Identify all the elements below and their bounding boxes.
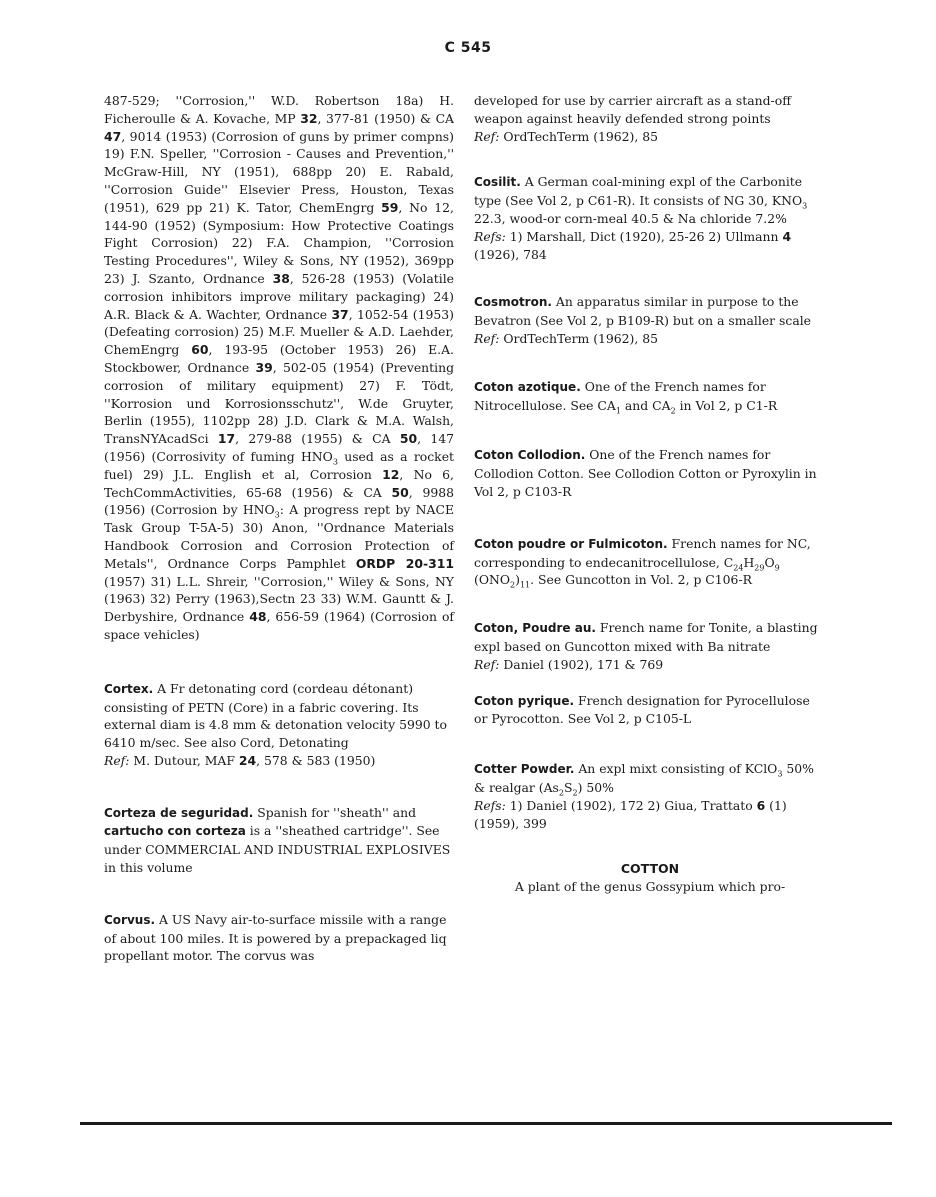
headword: Coton, Poudre au. bbox=[474, 621, 596, 636]
entry-coton-pyrique: Coton pyrique. French designation for Pyrocellulose or Pyrocotton. See Vol 2, p C105-L bbox=[474, 692, 810, 727]
entry-cosilit: Cosilit. A German coal-mining expl of the Carbonite type (See Vol 2, p C61-R). It consists of NG 30, $KNO_3$ 22.3, wood-or corn-meal 40.5 & Na chloride 7.2% Refs: 1) Marshall, Dict (1920), 25-26 2) Ullmann 4 (1926), 784 bbox=[474, 174, 808, 262]
headword: Cosilit. bbox=[474, 175, 521, 190]
headword: Coton poudre or Fulmicoton. bbox=[474, 536, 668, 551]
headword: Coton pyrique. bbox=[474, 693, 575, 708]
entry-cosmotron: Cosmotron. An apparatus similar in purpose to the Bevatron (See Vol 2, p B109-R) but on a smaller scale Ref: OrdTechTerm (1962), 85 bbox=[474, 294, 812, 346]
bibliography-continuation: 487-529; ''Corrosion,'' W.D. Robertson 18a) H. Ficheroulle & A. Kovache, MP 32, 377-81 (1950) & CA 47, 9014 (1953) (Corrosion of guns by primer compns) 19) F.N. Speller, ''Corrosion - Causes and Prevention,'' McGraw-Hill, NY (1951), 688pp 20) E. Rabald, ''Corrosion Guide'' Elsevier Press, Houston, Texas (1951), 629 pp 21) K. Tator, ChemEngrg 59, No 12, 144-90 (1952) (Symposium: How Protective Coatings Fight Corrosion) 22) F.A. Champion, ''Corrosion Testing Procedures'', Wiley & Sons, NY (1952), 369pp 23) J. Szanto, Ordnance 38, 526-28 (1953) (Volatile corrosion inhibitors improve military packaging) 24) A.R. Black & A. Wachter, Ordnance 37, 1052-54 (1953) (Defeating corrosion) 25) M.F. Mueller & A.D. Laehder, ChemEngrg 60, 193-95 (October 1953) 26) E.A. Stockbower, Ordnance 39, 502-05 (1954) (Preventing corrosion of military equipment) 27) F. Tödt, ''Korrosion und Korrosionsschutz'', W.de Gruyter, Berlin (1955), 1102pp 28) J.D. Clark & M.A. Walsh, TransNYAcadSci 17, 279-88 (1955) & CA 50, 147 (1956) (Corrosivity of fuming $HNO_3$ used as a rocket fuel) 29) J.L. English et al, Corrosion 12, No 6, TechCommActivities, 65-68 (1956) & CA 50, 9988 (1956) (Corrosion by $HNO_3$: A progress rept by NACE Task Group T-5A-5) 30) Anon, ''Ordnance Materials Handbook Corrosion and Corrosion Protection of Metals'', Ordnance Corps Pamphlet ORDP 20-311 (1957) 31) L.L. Shreir, ''Corrosion,'' Wiley & Sons, NY (1963) 32) Perry (1963),Sectn 23 33) W.M. Gauntt & J. Derbyshire, Ordnance 48, 656-59 (1964) (Corrosion of space vehicles) bbox=[104, 93, 455, 642]
entry-coton-poudre-au: Coton, Poudre au. French name for Tonite, a blasting expl based on Guncotton mixed with Ba nitrate Ref: Daniel (1902), 171 & 769 bbox=[474, 620, 818, 672]
bottom-rule bbox=[80, 1122, 892, 1125]
right-column bbox=[474, 92, 826, 896]
entry-cotton: A plant of the genus Gossypium which pro- bbox=[514, 879, 786, 895]
entry-coton-poudre: Coton poudre or Fulmicoton. French names for NC, corresponding to endecanitrocellulose, $C_{24}H_{29}O_9$ $(ONO_2)_{11}$. See Guncotton in Vol. 2, p C106-R bbox=[474, 535, 811, 590]
headword: Corvus. bbox=[104, 912, 156, 927]
entry-cortex: Cortex. A Fr detonating cord (cordeau détonant) consisting of PETN (Core) in a fabric covering. Its external diam is 4.8 mm & detonation velocity 5990 to 6410 m/sec. See also Cord, Detonating Ref: M. Dutour, MAF 24, 578 & 583 (1950) bbox=[104, 680, 447, 768]
entry-coton-collodion: Coton Collodion. One of the French names for Collodion Cotton. See Collodion Cotton or Pyroxylin in Vol 2, p C103-R bbox=[474, 447, 817, 499]
section-title-cotton: COTTON bbox=[620, 861, 680, 877]
entry-corvus-continuation: developed for use by carrier aircraft as a stand-off weapon against heavily defended strong points Ref: OrdTechTerm (1962), 85 bbox=[474, 93, 791, 144]
page-number: C 545 bbox=[444, 40, 492, 56]
headword: Cosmotron. bbox=[474, 295, 552, 310]
headword: Cortex. bbox=[104, 681, 154, 696]
entry-coton-azotique: Coton azotique. One of the French names for Nitrocellulose. See $CA_1$ and $CA_2$ in Vol 2, p C1-R bbox=[474, 378, 778, 416]
headword: Coton Collodion. bbox=[474, 448, 586, 463]
entry-cotter-powder: Cotter Powder. An expl mixt consisting of KClO$_3$ 50% & realgar $(As_2S_2)$ 50% Refs: 1) Daniel (1902), 172 2) Giua, Trattato 6 (1) (1959), 399 bbox=[474, 761, 814, 831]
headword: cartucho con corteza bbox=[104, 824, 246, 839]
left-column bbox=[104, 92, 454, 965]
headword: Corteza de seguridad. bbox=[104, 805, 254, 820]
entry-corvus: Corvus. A US Navy air-to-surface missile with a range of about 100 miles. It is powered by a prepackaged liq propellant motor. The corvus was bbox=[104, 911, 447, 964]
headword: Cotter Powder. bbox=[474, 762, 575, 777]
entry-corteza: Corteza de seguridad. Spanish for ''sheath'' and cartucho con corteza is a ''sheathed cartridge''. See under COMMERCIAL AND INDUSTRIAL EXPLOSIVES in this volume bbox=[104, 804, 451, 876]
headword: Coton azotique. bbox=[474, 379, 581, 394]
